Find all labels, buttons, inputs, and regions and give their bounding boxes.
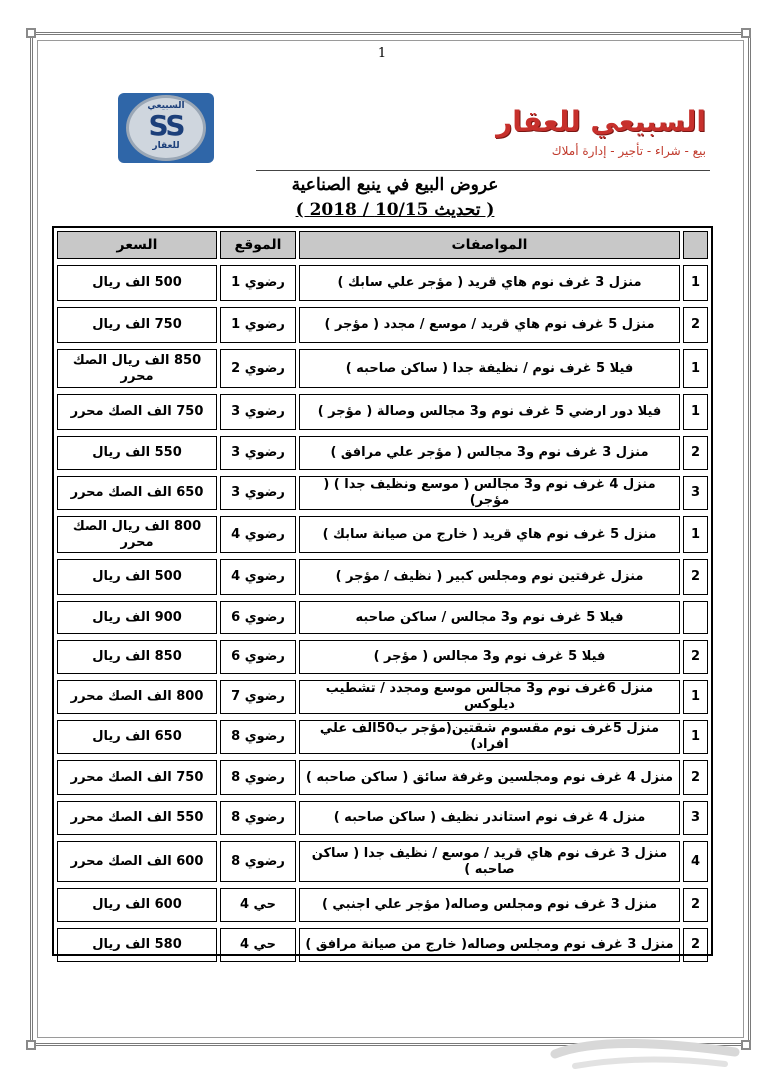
border-corner-ornament [741, 28, 751, 38]
number-cell: 2 [683, 640, 708, 674]
border-corner-ornament [26, 1040, 36, 1050]
specifications-cell: منزل 3 غرف نوم ومجلس وصاله( خارج من صيانة مرافق ) [299, 928, 680, 962]
header-location: الموقع [220, 231, 296, 259]
location-cell: رضوي 3 [220, 394, 296, 430]
price-cell: 800 الف ريال الصك محرر [57, 516, 217, 553]
location-cell: حي 4 [220, 888, 296, 922]
number-cell: 2 [683, 760, 708, 795]
location-cell: رضوي 8 [220, 841, 296, 882]
specifications-cell: منزل 3 غرف نوم و3 مجالس ( مؤجر علي مرافق ) [299, 436, 680, 470]
price-cell: 800 الف الصك محرر [57, 680, 217, 714]
number-cell: 1 [683, 680, 708, 714]
number-cell: 1 [683, 394, 708, 430]
price-cell: 650 الف الصك محرر [57, 476, 217, 510]
specifications-cell: منزل 4 غرف نوم استاندر نظيف ( ساكن صاحبه ) [299, 801, 680, 835]
location-cell: رضوي 7 [220, 680, 296, 714]
specifications-cell: فيلا 5 غرف نوم و3 مجالس ( مؤجر ) [299, 640, 680, 674]
table-header-row [54, 228, 711, 262]
price-cell: 580 الف ريال [57, 928, 217, 962]
number-cell: 2 [683, 436, 708, 470]
specifications-cell: فيلا 5 غرف نوم / نظيفة جدا ( ساكن صاحبه ) [299, 349, 680, 388]
table-row [54, 473, 711, 513]
location-cell: رضوي 8 [220, 760, 296, 795]
logo-top-text: السبيعي [147, 101, 185, 111]
page-number: 1 [377, 46, 387, 61]
location-cell: رضوي 4 [220, 559, 296, 595]
listings-table [52, 226, 713, 956]
document-title: عروض البيع في ينبع الصناعية [291, 175, 499, 195]
price-cell: 600 الف ريال [57, 888, 217, 922]
specifications-cell: منزل غرفتين نوم ومجلس كبير ( نظيف / مؤجر ) [299, 559, 680, 595]
specifications-cell: منزل 3 غرف نوم هاي قريد / موسع / نظيف جدا ( ساكن صاحبه ) [299, 841, 680, 882]
table-row [54, 885, 711, 925]
table-row [54, 598, 711, 637]
specifications-cell: منزل 3 غرف نوم ومجلس وصاله( مؤجر علي اجنبي ) [299, 888, 680, 922]
number-cell: 2 [683, 888, 708, 922]
location-cell: رضوي 1 [220, 307, 296, 343]
specifications-cell: منزل 5غرف نوم مقسوم شقتين(مؤجر ب50الف علي افراد) [299, 720, 680, 754]
price-cell: 850 الف ريال [57, 640, 217, 674]
number-cell: 3 [683, 476, 708, 510]
specifications-cell: منزل 5 غرف نوم هاي قريد ( خارج من صيانة سابك ) [299, 516, 680, 553]
table-row [54, 757, 711, 798]
number-cell: 4 [683, 841, 708, 882]
table-row [54, 391, 711, 433]
price-cell: 900 الف ريال [57, 601, 217, 634]
specifications-cell: فيلا 5 غرف نوم و3 مجالس / ساكن صاحبه [299, 601, 680, 634]
specifications-cell: منزل 4 غرف نوم و3 مجالس ( موسع ونظيف جدا ) ( مؤجر) [299, 476, 680, 510]
border-corner-ornament [26, 28, 36, 38]
price-cell: 750 الف ريال [57, 307, 217, 343]
specifications-cell: منزل 3 غرف نوم هاي قريد ( مؤجر علي سابك ) [299, 265, 680, 301]
brand-name: السبيعي للعقار [496, 105, 706, 138]
haraj-watermark [545, 1024, 745, 1074]
location-cell: رضوي 6 [220, 640, 296, 674]
brand-tagline: بيع - شراء - تأجير - إدارة أملاك [551, 144, 706, 158]
header-number [683, 231, 708, 259]
table-row [54, 346, 711, 391]
number-cell: 1 [683, 265, 708, 301]
header-specifications: المواصفات [299, 231, 680, 259]
header-price: السعر [57, 231, 217, 259]
number-cell: 1 [683, 349, 708, 388]
price-cell: 750 الف الصك محرر [57, 394, 217, 430]
location-cell: رضوي 1 [220, 265, 296, 301]
table-row [54, 677, 711, 717]
header-divider [256, 170, 710, 171]
specifications-cell: منزل 4 غرف نوم ومجلسين وغرفة سائق ( ساكن صاحبه ) [299, 760, 680, 795]
specifications-cell: فيلا دور ارضي 5 غرف نوم و3 مجالس وصالة ( مؤجر ) [299, 394, 680, 430]
table-row [54, 556, 711, 598]
price-cell: 850 الف ريال الصك محرر [57, 349, 217, 388]
table-row [54, 925, 711, 965]
number-cell: 2 [683, 928, 708, 962]
location-cell: رضوي 4 [220, 516, 296, 553]
price-cell: 550 الف الصك محرر [57, 801, 217, 835]
price-cell: 600 الف الصك محرر [57, 841, 217, 882]
table-row [54, 717, 711, 757]
number-cell [683, 601, 708, 634]
table-row [54, 838, 711, 885]
number-cell: 2 [683, 307, 708, 343]
location-cell: حي 4 [220, 928, 296, 962]
location-cell: رضوي 2 [220, 349, 296, 388]
location-cell: رضوي 3 [220, 476, 296, 510]
location-cell: رضوي 8 [220, 801, 296, 835]
specifications-cell: منزل 5 غرف نوم هاي قريد / موسع / مجدد ( مؤجر ) [299, 307, 680, 343]
price-cell: 750 الف الصك محرر [57, 760, 217, 795]
brand-header [480, 104, 706, 166]
number-cell: 1 [683, 516, 708, 553]
price-cell: 550 الف ريال [57, 436, 217, 470]
price-cell: 500 الف ريال [57, 265, 217, 301]
document-subtitle: ( تحديث 10/15 / 2018 ) [295, 200, 495, 220]
number-cell: 2 [683, 559, 708, 595]
table-row [54, 798, 711, 838]
location-cell: رضوي 8 [220, 720, 296, 754]
specifications-cell: منزل 6غرف نوم و3 مجالس موسع ومجدد / تشطيب ديلوكس [299, 680, 680, 714]
location-cell: رضوي 6 [220, 601, 296, 634]
logo-monogram: SS [148, 109, 184, 142]
price-cell: 500 الف ريال [57, 559, 217, 595]
table-row [54, 433, 711, 473]
table-row [54, 637, 711, 677]
logo-bottom-text: للعقار [152, 141, 180, 151]
company-logo [118, 93, 214, 163]
location-cell: رضوي 3 [220, 436, 296, 470]
table-row [54, 304, 711, 346]
table-row [54, 513, 711, 556]
table-row [54, 262, 711, 304]
price-cell: 650 الف ريال [57, 720, 217, 754]
number-cell: 3 [683, 801, 708, 835]
number-cell: 1 [683, 720, 708, 754]
